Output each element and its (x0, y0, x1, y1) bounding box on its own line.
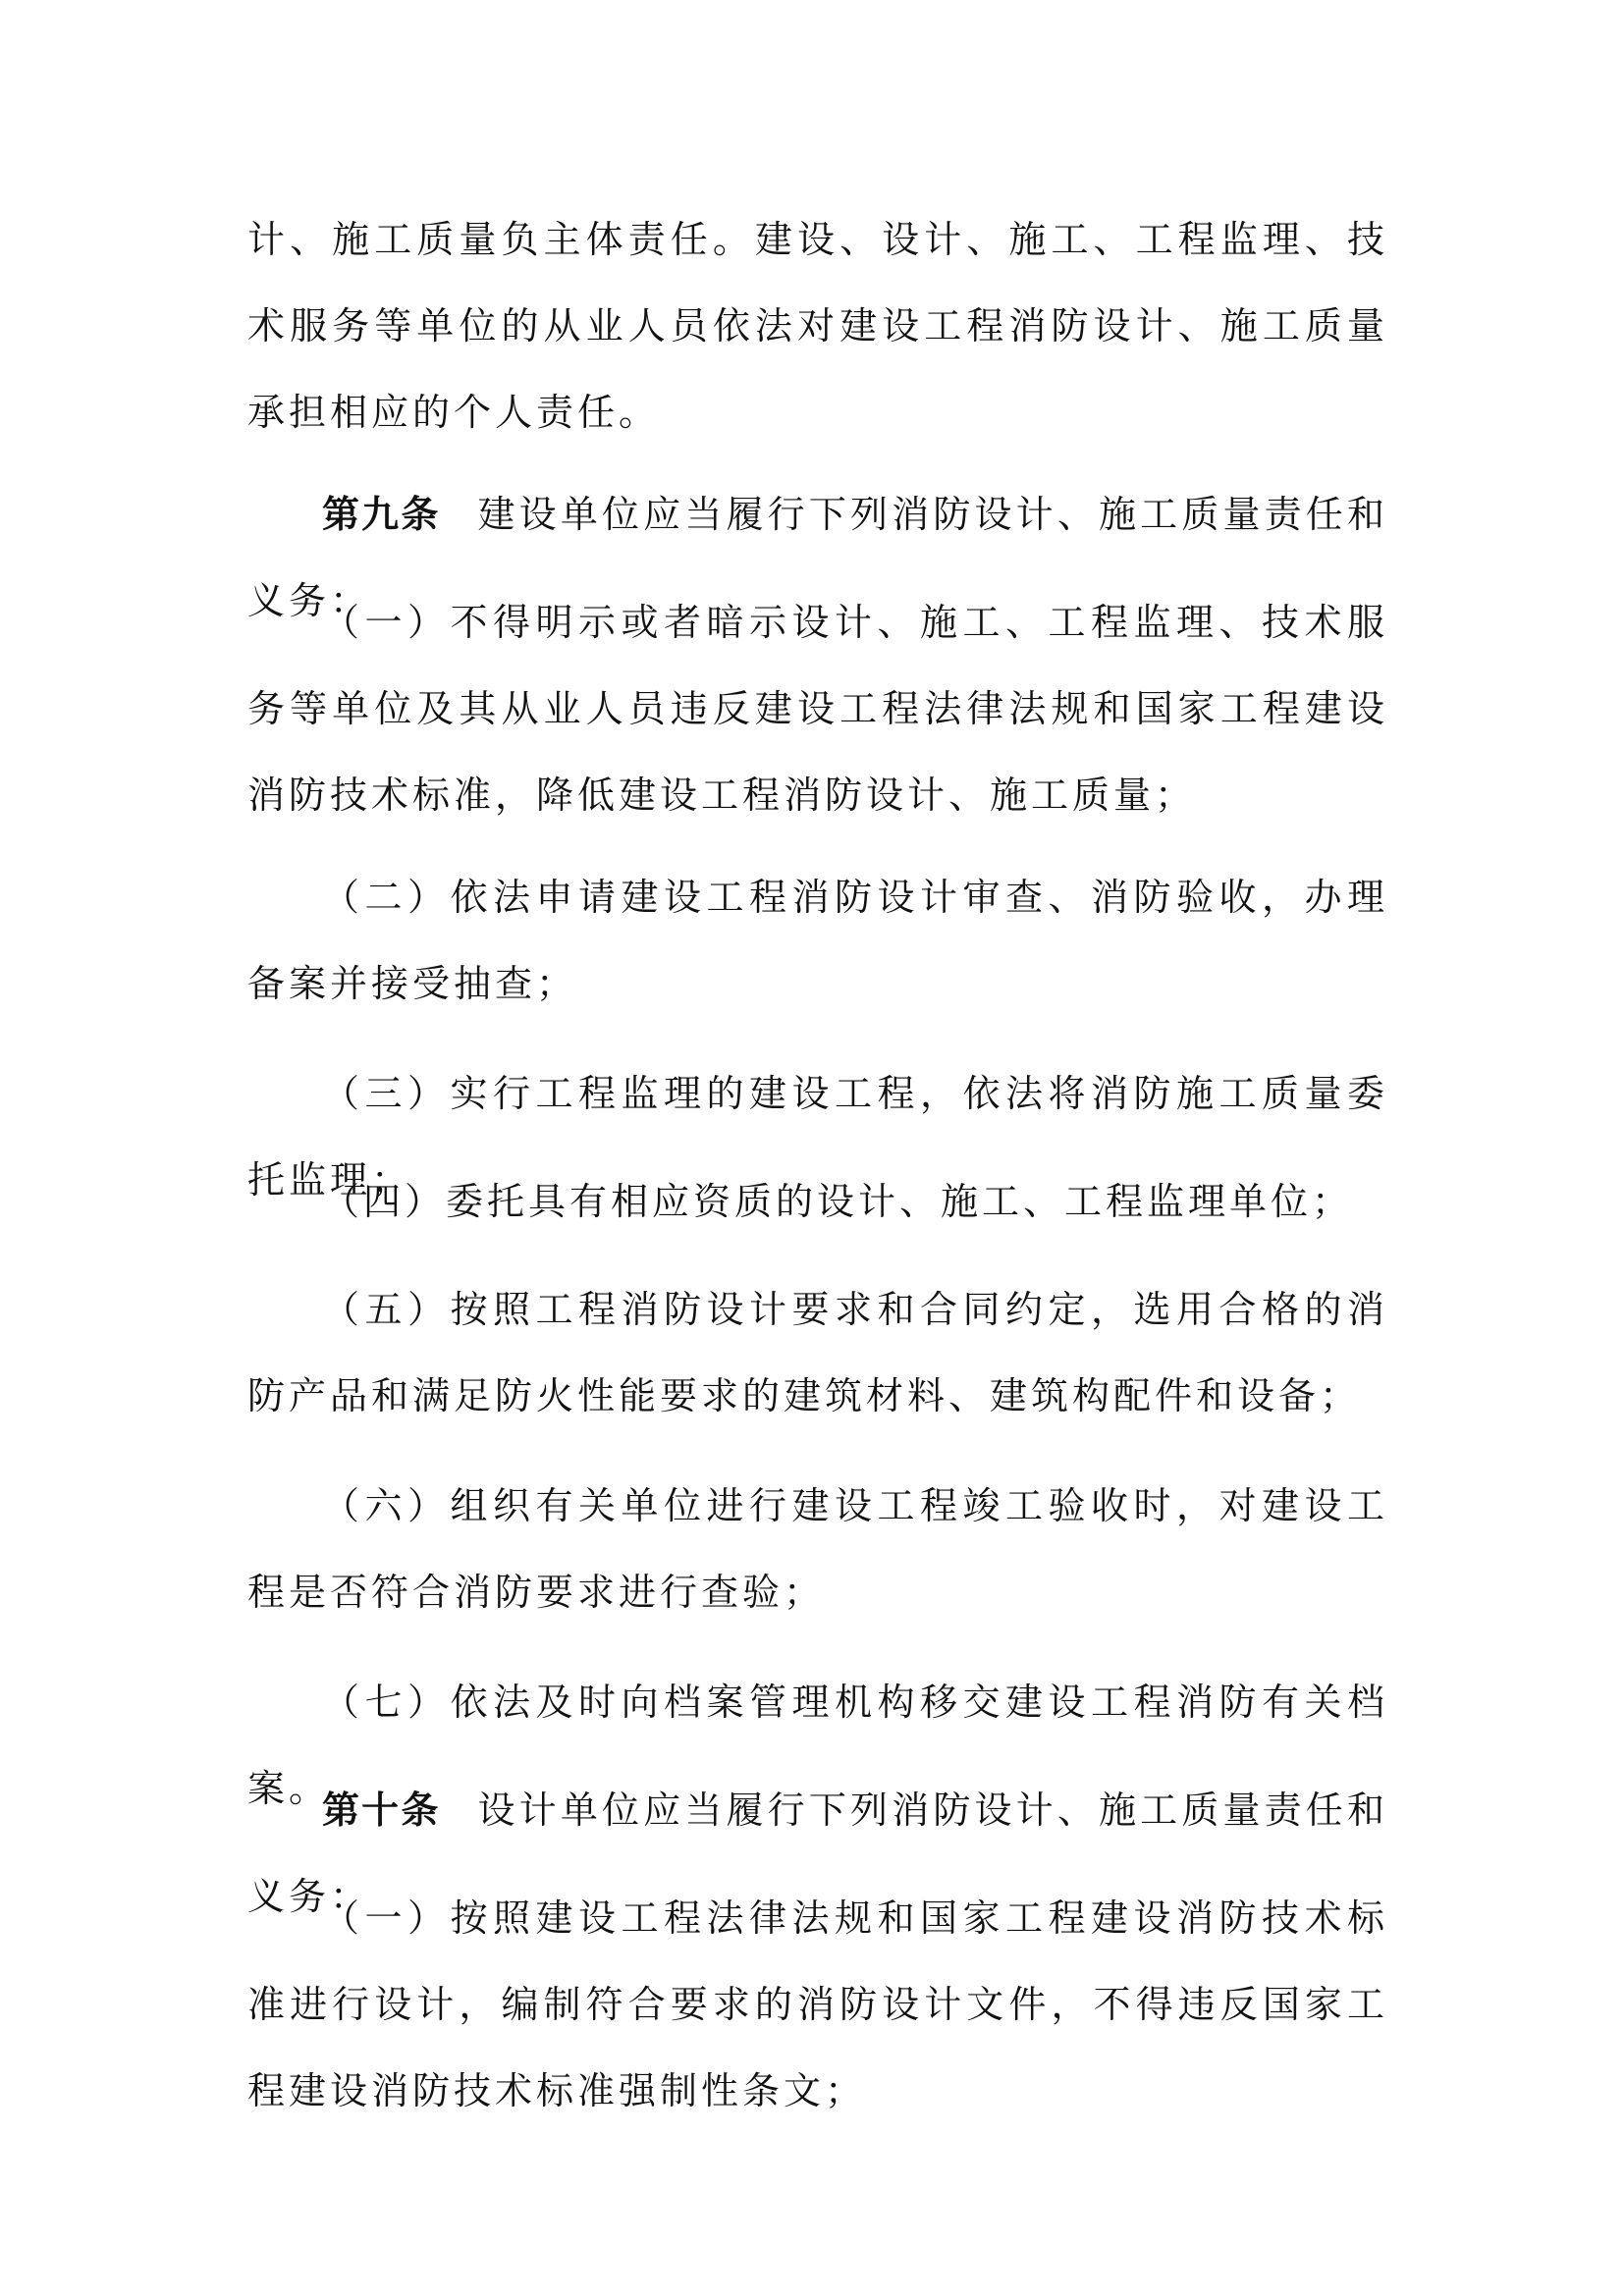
article-9-title: 第九条 (322, 493, 441, 536)
article-9-item-7: （七）依法及时向档案管理机构移交建设工程消防有关档案。 (247, 1681, 1388, 1810)
article-10-item-1: （一）按照建设工程法律法规和国家工程建设消防技术标准进行设计，编制符合要求的消防设计文件，不得违反国家工程建设消防技术标准强制性条文； (247, 1896, 1388, 2112)
article-9-intro: 建设单位应当履行下列消防设计、施工质量责任和义务： (247, 493, 1388, 622)
article-9-item-6: （六）组织有关单位进行建设工程竣工验收时，对建设工程是否符合消防要求进行查验； (247, 1484, 1388, 1614)
article-9-item-2: （二）依法申请建设工程消防设计审查、消防验收，办理备案并接受抽查； (247, 876, 1388, 1005)
paragraph-continuation: 计、施工质量负主体责任。建设、设计、施工、工程监理、技术服务等单位的从业人员依法对建设工程消防设计、施工质量承担相应的个人责任。 (247, 218, 1388, 434)
article-9-item-5: （五）按照工程消防设计要求和合同约定，选用合格的消防产品和满足防火性能要求的建筑材料、建筑构配件和设备； (247, 1288, 1388, 1417)
article-9-item-3: （三）实行工程监理的建设工程，依法将消防施工质量委托监理； (247, 1072, 1388, 1201)
article-9-item-1: （一）不得明示或者暗示设计、施工、工程监理、技术服务等单位及其从业人员违反建设工程法律法规和国家工程建设消防技术标准，降低建设工程消防设计、施工质量； (247, 601, 1388, 817)
article-10-title: 第十条 (322, 1789, 441, 1832)
article-9-item-4: （四）委托具有相应资质的设计、施工、工程监理单位； (322, 1180, 1354, 1223)
article-10-intro: 设计单位应当履行下列消防设计、施工质量责任和义务： (247, 1789, 1388, 1918)
